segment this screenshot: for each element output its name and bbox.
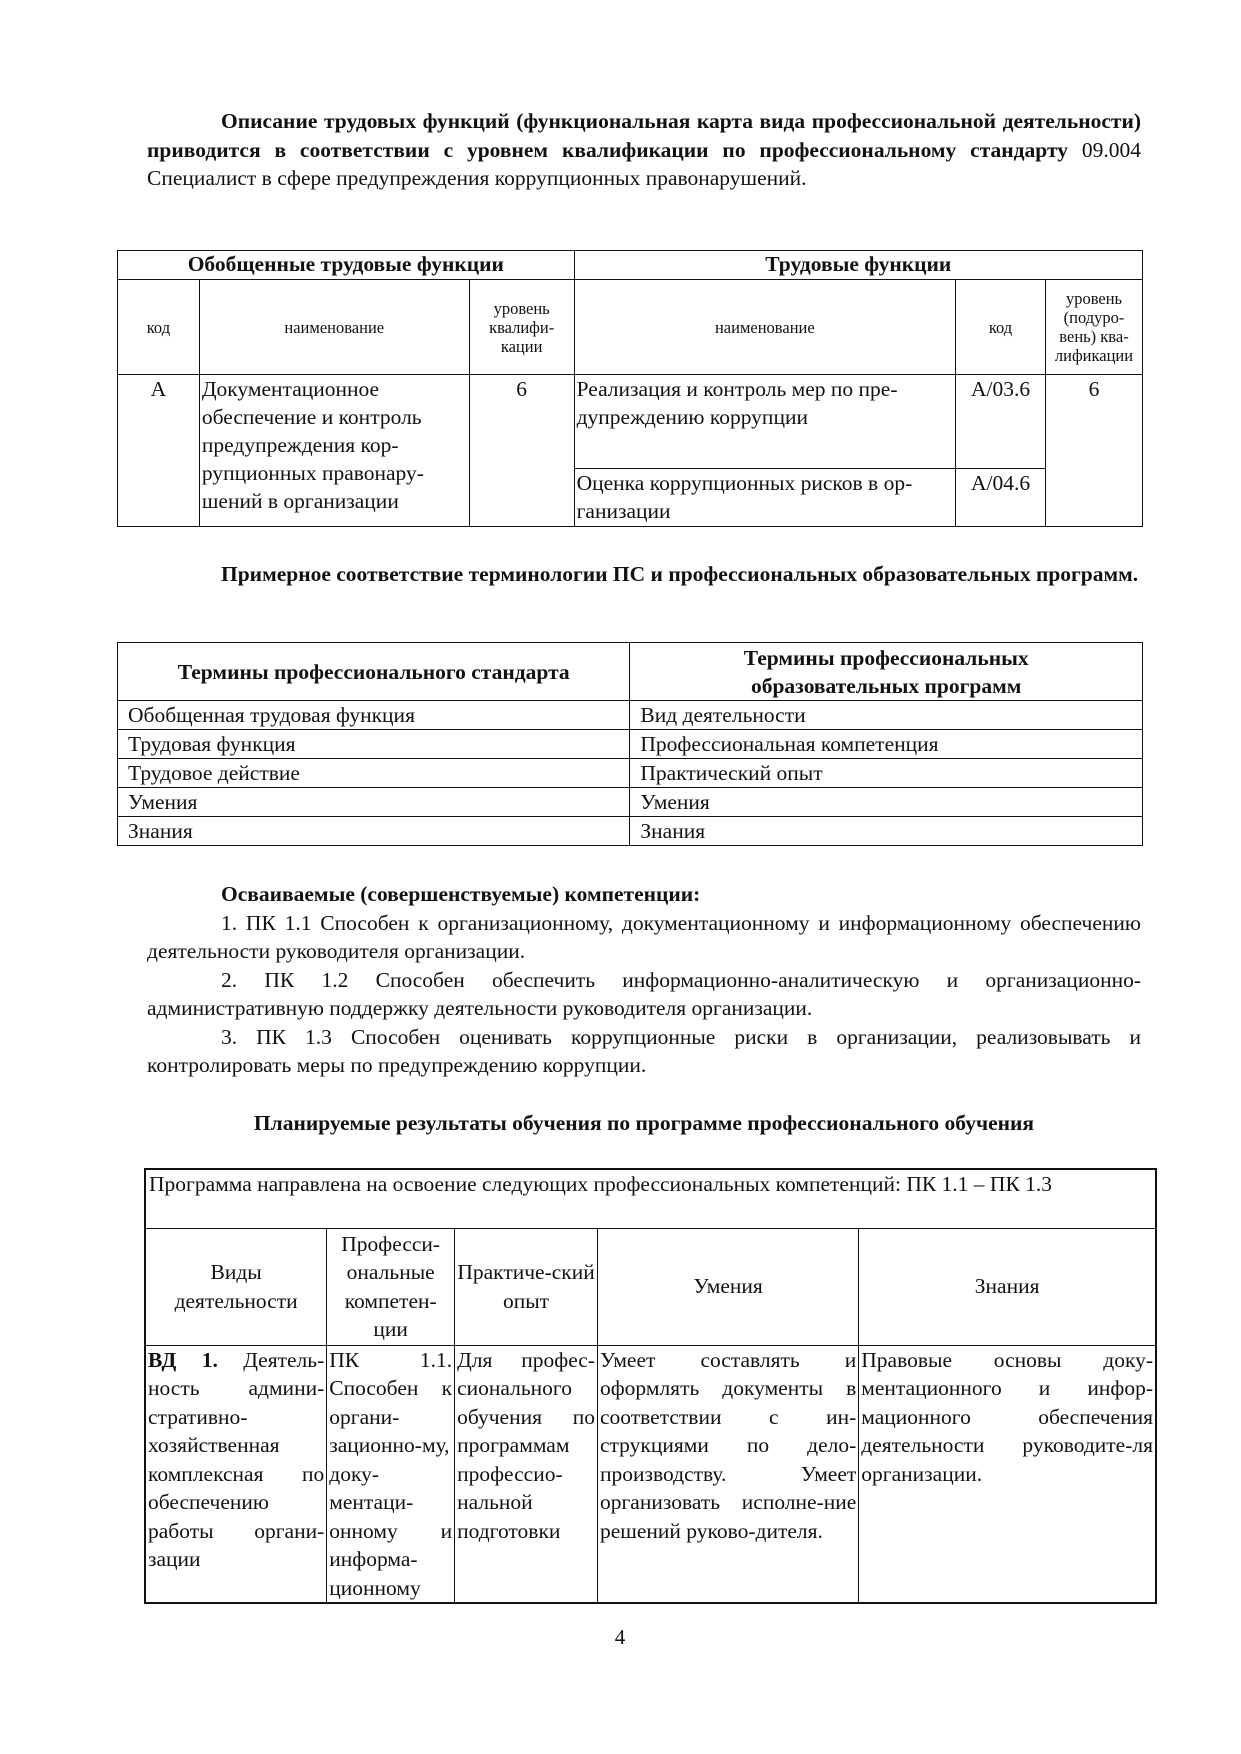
col-competencies: Професси-ональные компетен-ции <box>327 1228 455 1345</box>
activity-code: ВД 1. <box>148 1347 218 1372</box>
competence-cell: ПК 1.1. Способен к органи-зационно-му, доку-ментаци-онному и информа-ционному <box>327 1345 455 1603</box>
knowledge-cell: Правовые основы доку-ментационного и инфор-мационного обеспечения деятельности руководите-ля организации. <box>859 1345 1156 1603</box>
col-name: наименование <box>199 280 469 375</box>
competency-item: 3. ПК 1.3 Способен оценивать коррупционные риски в организации, реализовывать и контролировать меры по предупреждению коррупции. <box>147 1024 1141 1077</box>
col-program-terms: Термины профессиональных образовательных программ <box>630 643 1143 701</box>
tf-name: Реализация и контроль мер по пре-дупреждению коррупции <box>574 375 955 469</box>
gtf-level: 6 <box>469 375 574 527</box>
functional-map-table <box>117 250 1143 527</box>
skills-cell: Умеет составлять и оформлять документы в соответствии с ин-струкциями по дело-производству. Умеет организовать исполне-ние решений руково-дителя. <box>597 1345 858 1603</box>
page-number: 4 <box>614 1625 626 1649</box>
col-tf-code: код <box>956 280 1046 375</box>
terminology-row-cell: Умения <box>118 788 630 817</box>
activity-cell <box>145 1345 327 1603</box>
labor-functions-header: Трудовые функции <box>574 251 1142 280</box>
col-standard-terms: Термины профессионального стандарта <box>118 643 630 701</box>
col-tf-name: наименование <box>574 280 955 375</box>
experience-cell: Для профес-сионального обучения по программам профессио-нальной подготовки <box>455 1345 598 1603</box>
terminology-row-cell: Практический опыт <box>630 759 1143 788</box>
terminology-row-cell: Трудовая функция <box>118 730 630 759</box>
tf-code: А/03.6 <box>956 375 1046 469</box>
intro-bold-text: Описание трудовых функций (функциональная карта вида профессиональной деятельности) приводится в соответствии с уровнем квалификации по профессиональному стандарту <box>147 109 1141 162</box>
terminology-table <box>117 642 1143 846</box>
col-code: код <box>118 280 200 375</box>
learning-results-title: Планируемые результаты обучения по программе профессионального обучения <box>253 1111 1035 1135</box>
competency-item: 1. ПК 1.1 Способен к организационному, документационному и информационному обеспечению деятельности руководителя организации. <box>147 910 1141 963</box>
col-tf-level: уровень (подуро-вень) ква-лификации <box>1046 280 1143 375</box>
col-experience: Практиче-ский опыт <box>455 1228 598 1345</box>
tf-name: Оценка коррупционных рисков в ор-ганизации <box>574 469 955 527</box>
terminology-row-cell: Обобщенная трудовая функция <box>118 701 630 730</box>
program-intro: Программа направлена на освоение следующих профессиональных компетенций: ПК 1.1 – ПК 1.3 <box>145 1169 1156 1228</box>
tf-level: 6 <box>1046 375 1143 527</box>
terminology-row-cell: Знания <box>630 817 1143 846</box>
intro-normal-text: 09.004 Специалист в сфере предупреждения коррупционных правонарушений. <box>147 137 1142 190</box>
competency-item: 2. ПК 1.2 Способен обеспечить информационно-аналитическую и организационно-административную поддержку деятельности руководителя организации. <box>147 967 1141 1020</box>
gtf-code: А <box>118 375 200 527</box>
col-level: уровень квалифи-кации <box>469 280 574 375</box>
competencies-title: Осваиваемые (совершенствуемые) компетенции: <box>221 882 701 906</box>
terminology-row-cell: Умения <box>630 788 1143 817</box>
activity-text: Деятель-ность админи-стративно-хозяйственная комплексная по обеспечению работы органи-зации <box>148 1347 325 1571</box>
col-skills: Умения <box>597 1228 858 1345</box>
learning-results-table <box>144 1168 1157 1604</box>
competencies-section <box>147 880 1141 1080</box>
col-knowledge: Знания <box>859 1228 1156 1345</box>
intro-paragraph <box>147 107 1141 193</box>
terminology-row-cell: Профессиональная компетенция <box>630 730 1143 759</box>
col-activities: Виды деятельности <box>145 1228 327 1345</box>
terminology-section-title: Примерное соответствие терминологии ПС и профессиональных образовательных программ. <box>221 562 1139 586</box>
generalized-functions-header: Обобщенные трудовые функции <box>118 251 575 280</box>
gtf-name: Документационное обеспечение и контроль предупреждения кор-рупционных правонару-шений в организации <box>199 375 469 527</box>
terminology-row-cell: Трудовое действие <box>118 759 630 788</box>
tf-code: А/04.6 <box>956 469 1046 527</box>
terminology-row-cell: Знания <box>118 817 630 846</box>
terminology-row-cell: Вид деятельности <box>630 701 1143 730</box>
